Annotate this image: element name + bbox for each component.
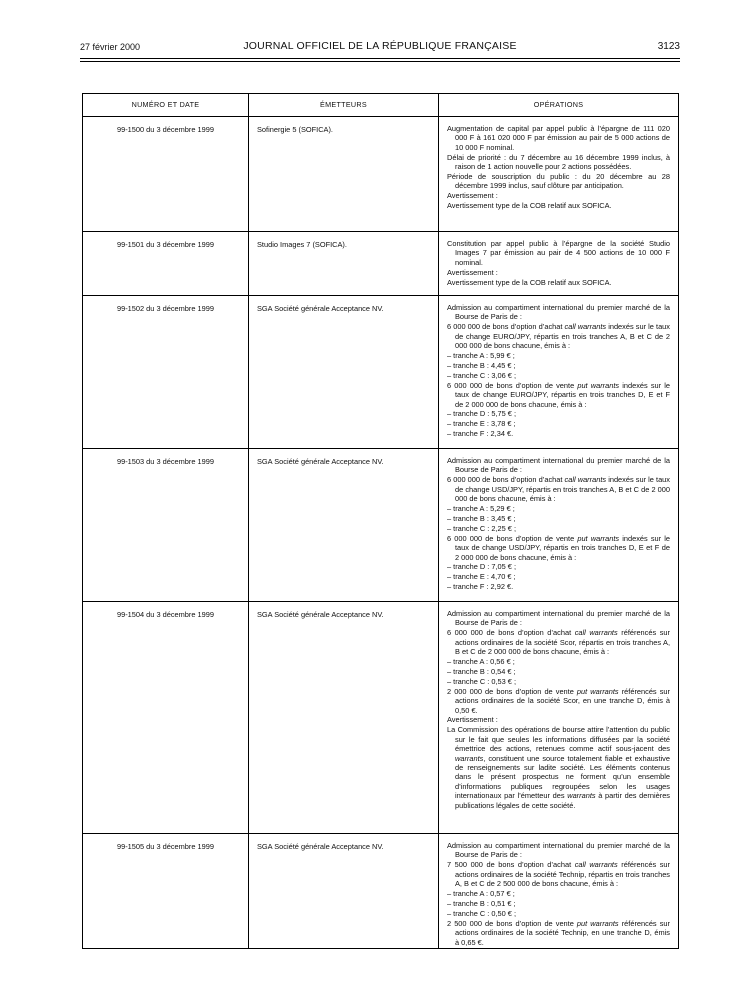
operation-text: 6 000 000 de bons d’option de vente bbox=[447, 380, 578, 390]
operation-paragraph: – tranche E : 3,78 € ; bbox=[447, 419, 516, 429]
operation-text: indexés sur le taux de change EURO/JPY, répartis en trois tranches D, E et F de 2 000 000 de bons chacune, émis à : bbox=[455, 380, 671, 409]
table-row bbox=[83, 117, 679, 232]
operation-text: à partir des dernières publications légales de cette société. bbox=[455, 791, 670, 810]
operation-paragraph bbox=[447, 534, 670, 562]
cell-operations bbox=[439, 449, 679, 602]
operation-paragraph: – tranche D : 7,05 € ; bbox=[447, 562, 517, 572]
cell-emetteur: Studio Images 7 (SOFICA). bbox=[249, 232, 439, 296]
operation-paragraph bbox=[447, 628, 670, 656]
cell-numero-date: 99-1504 du 3 décembre 1999 bbox=[83, 602, 249, 834]
cell-emetteur: SGA Société générale Acceptance NV. bbox=[249, 602, 439, 834]
column-header-numero: NUMÉRO ET DATE bbox=[83, 94, 249, 117]
operation-italic-term: call warrants bbox=[564, 475, 607, 485]
operation-text: 7 500 000 de bons d’option d’achat bbox=[447, 860, 575, 870]
cell-numero-date: 99-1500 du 3 décembre 1999 bbox=[83, 117, 249, 232]
cell-numero-date: 99-1503 du 3 décembre 1999 bbox=[83, 449, 249, 602]
operation-text: La Commission des opérations de bourse attire l’attention du public sur le fait que seules les informations diffusées par la société émettrice des actions, retenues comme actif sous-jacent des bbox=[447, 725, 670, 754]
operation-paragraph: – tranche D : 5,75 € ; bbox=[447, 409, 517, 419]
operation-paragraph: – tranche C : 2,25 € ; bbox=[447, 523, 517, 533]
operation-paragraph: – tranche A : 5,29 € ; bbox=[447, 504, 515, 514]
operation-text: référencés sur actions ordinaires de la société Scor, en une tranche D, émis à 0,50 €. bbox=[455, 686, 670, 715]
operation-text: 6 000 000 de bons d’option d’achat bbox=[447, 628, 575, 638]
operation-paragraph: – tranche C : 0,53 € ; bbox=[447, 676, 517, 686]
operation-paragraph bbox=[447, 725, 670, 810]
operation-paragraph: Augmentation de capital par appel public à l’épargne de 111 020 000 F à 161 020 000 F par émission au pair de 5 000 actions de 10 000 F nominal. bbox=[447, 124, 670, 152]
operation-paragraph: Admission au compartiment international du premier marché de la Bourse de Paris de : bbox=[447, 841, 670, 860]
operation-paragraph bbox=[447, 687, 670, 715]
table-row bbox=[83, 602, 679, 834]
table-row bbox=[83, 834, 679, 949]
operation-italic-term: call warrants bbox=[574, 860, 618, 870]
cell-operations bbox=[439, 296, 679, 449]
operation-paragraph: Admission au compartiment international du premier marché de la Bourse de Paris de : bbox=[447, 303, 670, 322]
operation-paragraph: – tranche B : 0,51 € ; bbox=[447, 898, 516, 908]
operation-italic-term: put warrants bbox=[576, 686, 619, 696]
header-rule bbox=[80, 58, 680, 59]
operation-text: indexés sur le taux de change EURO/JPY, répartis en trois tranches A, B et C de 2 000 000 de bons chacune, émis à : bbox=[455, 322, 670, 351]
page-header bbox=[80, 40, 680, 56]
operation-paragraph: – tranche C : 0,50 € ; bbox=[447, 908, 517, 918]
operation-text: 2 500 000 de bons d’option de vente bbox=[447, 918, 577, 928]
operation-paragraph: Avertissement : bbox=[447, 191, 498, 201]
operation-paragraph: – tranche A : 0,57 € ; bbox=[447, 889, 515, 899]
operation-paragraph: – tranche A : 0,56 € ; bbox=[447, 657, 515, 667]
page-number: 3123 bbox=[657, 41, 680, 52]
operation-italic-term: put warrants bbox=[576, 918, 619, 928]
operation-paragraph: Période de souscription du public : du 20 décembre au 28 décembre 1999 inclus, sauf clôture par anticipation. bbox=[447, 172, 670, 191]
table-body bbox=[83, 117, 679, 949]
operation-text: référencés sur actions ordinaires de la société Scor, répartis en trois tranches A, B et C de 2 000 000 de bons chacune, émis à : bbox=[455, 628, 670, 657]
operation-text: indexés sur le taux de change USD/JPY, répartis en trois tranches A, B et C de 2 000 000 de bons chacune, émis à : bbox=[455, 475, 670, 504]
cell-emetteur: Sofinergie 5 (SOFICA). bbox=[249, 117, 439, 232]
operation-paragraph: – tranche F : 2,92 €. bbox=[447, 582, 514, 592]
operations-table bbox=[82, 93, 679, 949]
operation-italic-term: put warrants bbox=[577, 380, 620, 390]
column-header-emetteurs: ÉMETTEURS bbox=[249, 94, 439, 117]
operation-paragraph: Délai de priorité : du 7 décembre au 16 décembre 1999 inclus, à raison de 1 action nouvelle pour 2 actions possédées. bbox=[447, 152, 670, 172]
operation-text: référencés sur actions ordinaires de la société Technip, répartis en trois tranches A, B et C de 2 500 000 de bons chacune, émis à : bbox=[455, 860, 670, 889]
column-header-operations: OPÉRATIONS bbox=[439, 94, 679, 117]
header-rule-double bbox=[80, 61, 680, 62]
operation-text: 6 000 000 de bons d’option d’achat bbox=[447, 475, 565, 485]
operation-paragraph bbox=[447, 381, 670, 409]
table-row bbox=[83, 232, 679, 296]
cell-numero-date: 99-1505 du 3 décembre 1999 bbox=[83, 834, 249, 949]
operation-text: 6 000 000 de bons d’option d’achat bbox=[447, 322, 565, 332]
operation-text: 2 000 000 de bons d’option de vente bbox=[447, 686, 577, 696]
operation-italic-term: call warrants bbox=[574, 628, 618, 638]
operation-paragraph: – tranche B : 3,45 € ; bbox=[447, 513, 516, 523]
publication-date: 27 février 2000 bbox=[80, 42, 141, 52]
operation-italic-term: warrants bbox=[567, 791, 596, 801]
cell-numero-date: 99-1502 du 3 décembre 1999 bbox=[83, 296, 249, 449]
cell-operations bbox=[439, 117, 679, 232]
cell-operations bbox=[439, 602, 679, 834]
operation-text: référencés sur actions ordinaires de la société Technip, en une tranche D, émis à 0,65 €. bbox=[455, 918, 670, 947]
operation-paragraph: – tranche A : 5,99 € ; bbox=[447, 351, 515, 361]
table-row bbox=[83, 449, 679, 602]
operation-text: 6 000 000 de bons d’option de vente bbox=[447, 533, 578, 543]
operation-italic-term: call warrants bbox=[564, 322, 607, 332]
journal-title: JOURNAL OFFICIEL DE LA RÉPUBLIQUE FRANÇAISE bbox=[243, 40, 517, 52]
cell-operations bbox=[439, 232, 679, 296]
operation-paragraph: Avertissement type de la COB relatif aux SOFICA. bbox=[447, 201, 612, 211]
operation-paragraph: Constitution par appel public à l’épargne de la société Studio Images 7 par émission au pair de 4 500 actions de 10 000 F nominal. bbox=[447, 239, 670, 267]
operation-paragraph: – tranche B : 0,54 € ; bbox=[447, 666, 516, 676]
operation-paragraph: – tranche E : 4,70 € ; bbox=[447, 572, 516, 582]
operation-paragraph: – tranche F : 2,34 €. bbox=[447, 429, 514, 439]
operation-text: , constituent une source totalement fiable et exhaustive de renseignements sur ladite société. Les éléments contenus dans le présent prospectus ne forment qu’un ensemble d’informations publiques regroupées selon les usages internationaux par l’émetteur des bbox=[455, 753, 670, 801]
operation-paragraph: Admission au compartiment international du premier marché de la Bourse de Paris de : bbox=[447, 456, 670, 475]
cell-emetteur: SGA Société générale Acceptance NV. bbox=[249, 296, 439, 449]
operation-paragraph bbox=[447, 475, 670, 503]
table-row bbox=[83, 296, 679, 449]
operation-paragraph bbox=[447, 322, 670, 350]
operation-text: indexés sur le taux de change USD/JPY, répartis en trois tranches D, E et F de 2 000 000 de bons chacune, émis à : bbox=[455, 533, 671, 562]
cell-operations bbox=[439, 834, 679, 949]
operation-paragraph bbox=[447, 860, 670, 888]
operation-italic-term: put warrants bbox=[577, 533, 620, 543]
operation-paragraph: Avertissement : bbox=[447, 715, 498, 725]
operation-paragraph: Avertissement type de la COB relatif aux SOFICA. bbox=[447, 277, 612, 287]
operation-paragraph: Admission au compartiment international du premier marché de la Bourse de Paris de : bbox=[447, 609, 670, 628]
cell-numero-date: 99-1501 du 3 décembre 1999 bbox=[83, 232, 249, 296]
operation-paragraph: – tranche C : 3,06 € ; bbox=[447, 370, 517, 380]
operation-paragraph bbox=[447, 919, 670, 947]
operation-paragraph: Avertissement : bbox=[447, 267, 498, 277]
cell-emetteur: SGA Société générale Acceptance NV. bbox=[249, 449, 439, 602]
operation-italic-term: warrants bbox=[455, 753, 484, 763]
cell-emetteur: SGA Société générale Acceptance NV. bbox=[249, 834, 439, 949]
operation-paragraph: – tranche B : 4,45 € ; bbox=[447, 360, 516, 370]
table-header-row bbox=[83, 94, 679, 117]
